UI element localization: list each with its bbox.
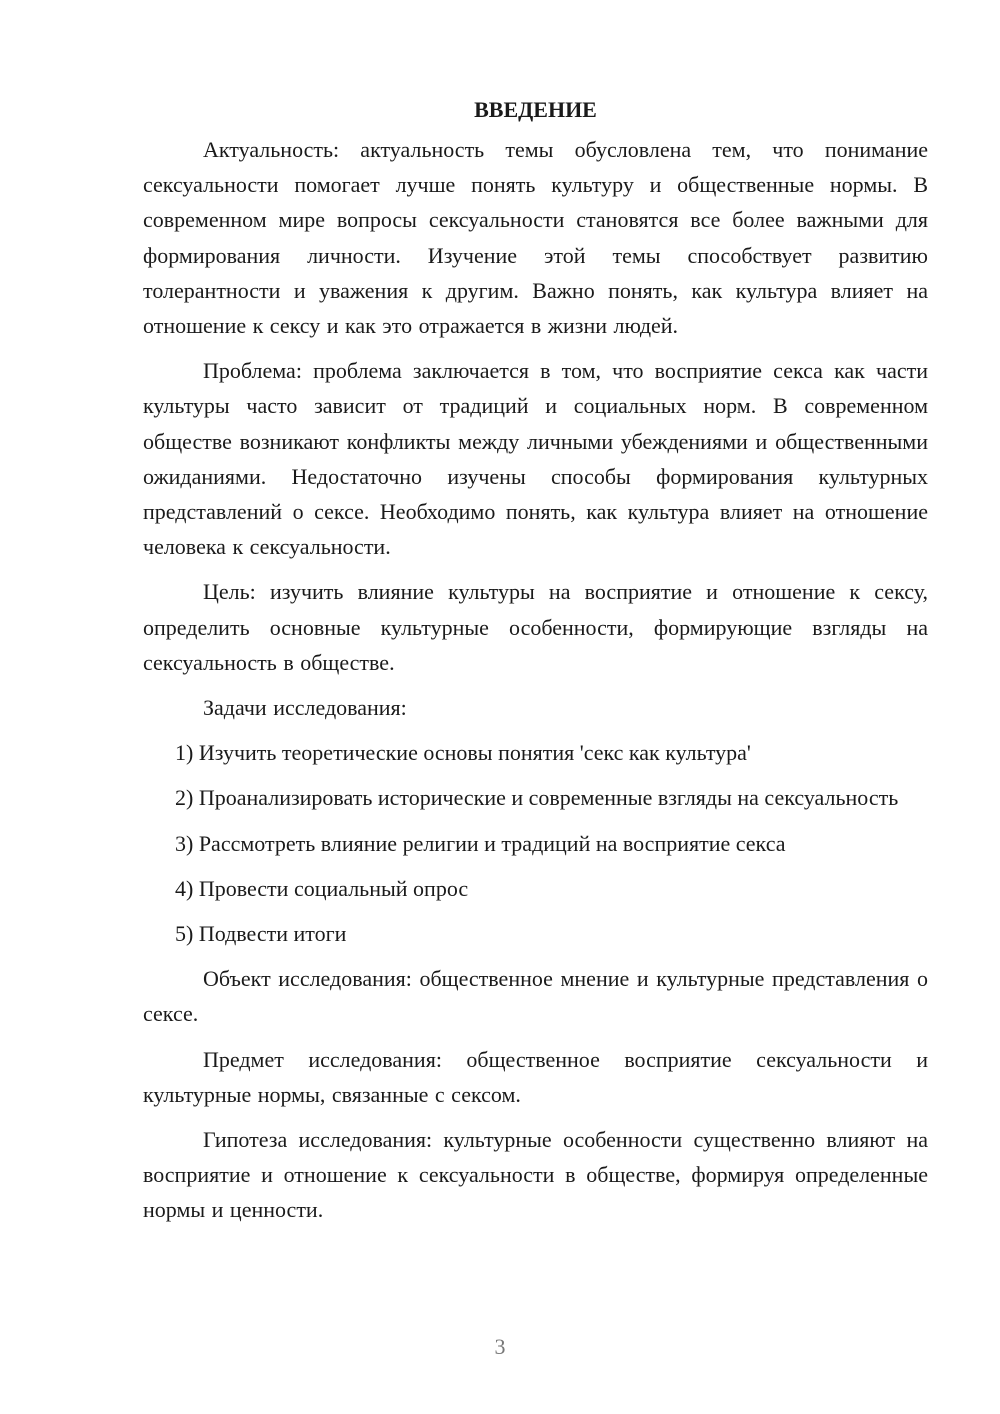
task-item-3: 3) Рассмотреть влияние религии и традиций на восприятие секса bbox=[175, 830, 786, 856]
task-item-5: 5) Подвести итоги bbox=[175, 921, 347, 947]
page-title: ВВЕДЕНИЕ bbox=[474, 97, 597, 122]
task-item-4: 4) Провести социальный опрос bbox=[175, 875, 469, 901]
task-item-1: 1) Изучить теоретические основы понятия 'секс как культура' bbox=[175, 740, 751, 766]
goal-paragraph: Цель: изучить влияние культуры на восприятие и отношение к сексу, определить основные культурные особенности, формирующие взгляды на сексуальность в обществе. bbox=[143, 579, 928, 675]
object-paragraph: Объект исследования: общественное мнение и культурные представления о сексе. bbox=[143, 966, 928, 1027]
hypothesis-paragraph: Гипотеза исследования: культурные особенности существенно влияют на восприятие и отношение к сексуальности в обществе, формируя определенные нормы и ценности. bbox=[143, 1127, 928, 1223]
page-number: 3 bbox=[494, 1334, 506, 1359]
relevance-paragraph: Актуальность: актуальность темы обусловлена тем, что понимание сексуальности помогает лучше понять культуру и общественные нормы. В современном мире вопросы сексуальности становятся все более важными для формирования личности. Изучение этой темы способствует развитию толерантности и уважения к другим. Важно понять, как культура влияет на отношение к сексу и как это отражается в жизни людей. bbox=[143, 137, 928, 339]
tasks-heading: Задачи исследования: bbox=[203, 695, 407, 721]
problem-paragraph: Проблема: проблема заключается в том, что восприятие секса как части культуры часто зависит от традиций и социальных норм. В современном обществе возникают конфликты между личными убеждениями и общественными ожиданиями. Недостаточно изучены способы формирования культурных представлений о сексе. Необходимо понять, как культура влияет на отношение человека к сексуальности. bbox=[143, 358, 928, 560]
task-item-2: 2) Проанализировать исторические и современные взгляды на сексуальность bbox=[175, 785, 899, 811]
subject-paragraph: Предмет исследования: общественное восприятие сексуальности и культурные нормы, связанные с сексом. bbox=[143, 1046, 928, 1107]
tasks-list bbox=[143, 735, 928, 951]
document-page bbox=[143, 92, 928, 1238]
